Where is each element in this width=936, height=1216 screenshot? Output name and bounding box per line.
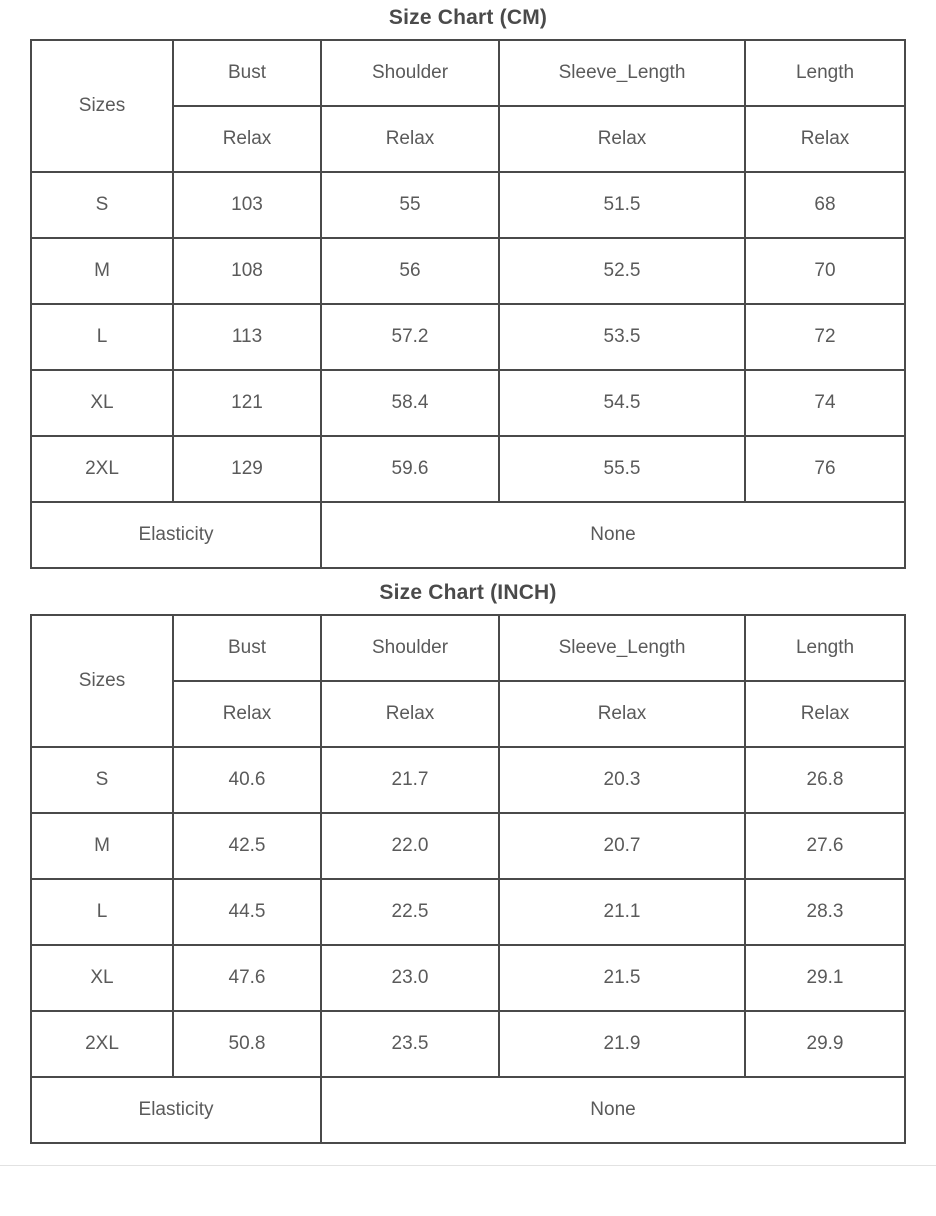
table-row: [31, 238, 905, 304]
row-size-label: M: [31, 238, 173, 304]
table-row: [31, 1011, 905, 1077]
cell-shoulder: 57.2: [321, 304, 499, 370]
cell-shoulder: 56: [321, 238, 499, 304]
header-shoulder: Shoulder: [321, 40, 499, 106]
cell-bust: 103: [173, 172, 321, 238]
header-bust: Bust: [173, 40, 321, 106]
size-chart-inch: [0, 569, 936, 1144]
cell-shoulder: 59.6: [321, 436, 499, 502]
cell-shoulder: 23.5: [321, 1011, 499, 1077]
row-size-label: 2XL: [31, 1011, 173, 1077]
subheader-bust-relax: Relax: [173, 106, 321, 172]
cell-length: 68: [745, 172, 905, 238]
cell-shoulder: 58.4: [321, 370, 499, 436]
cell-shoulder: 22.0: [321, 813, 499, 879]
elasticity-row: [31, 1077, 905, 1143]
table-row: [31, 945, 905, 1011]
cell-sleeve-length: 51.5: [499, 172, 745, 238]
cell-shoulder: 23.0: [321, 945, 499, 1011]
cell-bust: 44.5: [173, 879, 321, 945]
subheader-shoulder-relax: Relax: [321, 106, 499, 172]
page-title-cm: Size Chart (CM): [388, 6, 548, 29]
elasticity-row: [31, 502, 905, 568]
header-length: Length: [745, 615, 905, 681]
cell-length: 70: [745, 238, 905, 304]
cell-shoulder: 21.7: [321, 747, 499, 813]
cell-sleeve-length: 55.5: [499, 436, 745, 502]
cell-length: 72: [745, 304, 905, 370]
subheader-bust-relax: Relax: [173, 681, 321, 747]
cell-bust: 121: [173, 370, 321, 436]
bottom-spacer: [0, 1144, 936, 1166]
elasticity-value: None: [321, 1077, 905, 1143]
bottom-divider: [0, 1165, 936, 1166]
cell-sleeve-length: 20.3: [499, 747, 745, 813]
page-title-inch: Size Chart (INCH): [379, 581, 557, 604]
cell-sleeve-length: 20.7: [499, 813, 745, 879]
cell-length: 74: [745, 370, 905, 436]
size-table-inch: [30, 614, 906, 1144]
header-length: Length: [745, 40, 905, 106]
cell-bust: 50.8: [173, 1011, 321, 1077]
cell-length: 76: [745, 436, 905, 502]
cell-length: 29.1: [745, 945, 905, 1011]
cell-length: 27.6: [745, 813, 905, 879]
cell-length: 28.3: [745, 879, 905, 945]
cell-bust: 47.6: [173, 945, 321, 1011]
subheader-length-relax: Relax: [745, 106, 905, 172]
header-sizes: Sizes: [31, 615, 173, 747]
row-size-label: S: [31, 172, 173, 238]
table-header-row: [31, 615, 905, 681]
size-chart-cm: [0, 0, 936, 569]
row-size-label: S: [31, 747, 173, 813]
table-row: [31, 304, 905, 370]
table-row: [31, 370, 905, 436]
cell-bust: 108: [173, 238, 321, 304]
table-header-row: [31, 40, 905, 106]
cell-shoulder: 22.5: [321, 879, 499, 945]
cell-sleeve-length: 21.5: [499, 945, 745, 1011]
cell-bust: 129: [173, 436, 321, 502]
cell-sleeve-length: 21.1: [499, 879, 745, 945]
elasticity-value: None: [321, 502, 905, 568]
row-size-label: XL: [31, 945, 173, 1011]
cell-sleeve-length: 21.9: [499, 1011, 745, 1077]
subheader-shoulder-relax: Relax: [321, 681, 499, 747]
header-sleeve-length: Sleeve_Length: [499, 615, 745, 681]
elasticity-label: Elasticity: [31, 1077, 321, 1143]
row-size-label: XL: [31, 370, 173, 436]
cell-sleeve-length: 53.5: [499, 304, 745, 370]
cell-length: 29.9: [745, 1011, 905, 1077]
header-shoulder: Shoulder: [321, 615, 499, 681]
table-row: [31, 747, 905, 813]
table-row: [31, 879, 905, 945]
cell-sleeve-length: 54.5: [499, 370, 745, 436]
table-row: [31, 436, 905, 502]
cell-bust: 40.6: [173, 747, 321, 813]
header-sizes: Sizes: [31, 40, 173, 172]
row-size-label: 2XL: [31, 436, 173, 502]
row-size-label: L: [31, 304, 173, 370]
cell-sleeve-length: 52.5: [499, 238, 745, 304]
subheader-sleeve-relax: Relax: [499, 106, 745, 172]
header-sleeve-length: Sleeve_Length: [499, 40, 745, 106]
row-size-label: L: [31, 879, 173, 945]
subheader-sleeve-relax: Relax: [499, 681, 745, 747]
cell-bust: 42.5: [173, 813, 321, 879]
elasticity-label: Elasticity: [31, 502, 321, 568]
cell-bust: 113: [173, 304, 321, 370]
row-size-label: M: [31, 813, 173, 879]
cell-length: 26.8: [745, 747, 905, 813]
table-row: [31, 813, 905, 879]
subheader-length-relax: Relax: [745, 681, 905, 747]
header-bust: Bust: [173, 615, 321, 681]
size-table-cm: [30, 39, 906, 569]
cell-shoulder: 55: [321, 172, 499, 238]
table-row: [31, 172, 905, 238]
